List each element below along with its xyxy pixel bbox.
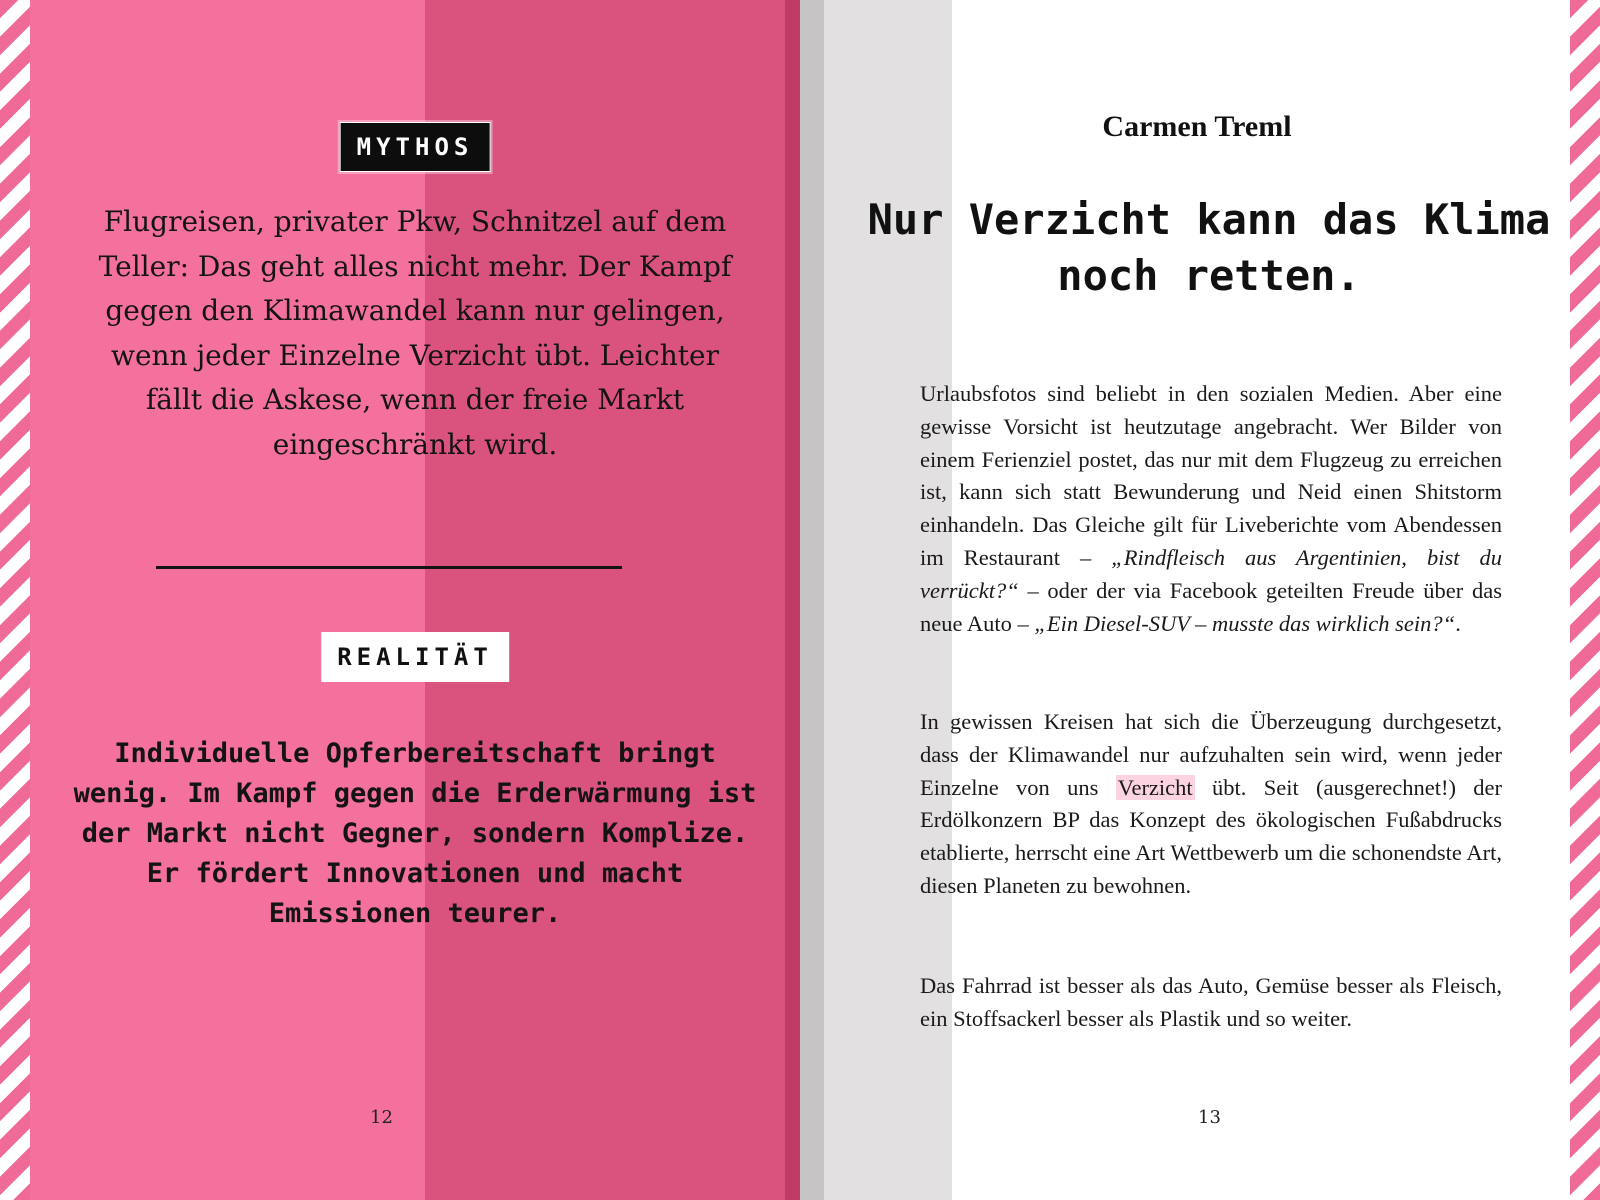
right-page xyxy=(824,0,1570,1200)
paragraph-1: Urlaubsfotos sind beliebt in den sozialen Medien. Aber eine gewisse Vorsicht ist heutzutage angebracht. Wer Bilder von einem Ferienziel postet, das nur mit dem Flugzeug zu erreichen ist, kann sich statt Bewunderung und Neid einen Shitstorm einhandeln. Das Gleiche gilt für Liveberichte vom Abendessen im Restaurant – „Rindfleisch aus Argentinien, bist du verrückt?“ – oder der via Facebook geteilten Freude über das neue Auto – „Ein Diesel-SUV – musste das wirklich sein?“. xyxy=(920,381,1502,636)
highlighted-word: Verzicht xyxy=(1117,774,1193,800)
quote-rindfleisch: „Rindfleisch aus Argentinien, bist du verrückt?“ xyxy=(920,544,1502,603)
mythos-label: MYTHOS xyxy=(340,122,491,172)
decorative-stripe-right xyxy=(1570,0,1600,1200)
author-name: Carmen Treml xyxy=(1102,110,1292,143)
page-number-left: 12 xyxy=(370,1107,393,1128)
paragraph-2: In gewissen Kreisen hat sich die Überzeugung durchgesetzt, dass der Klimawandel nur aufzuhalten sein wird, wenn jeder Einzelne von uns Verzicht übt. Seit (ausgerechnet!) der Erdölkonzern BP das Konzept des ökologischen Fußabdrucks etablierte, herrscht eine Art Wettbewerb um die schonendste Art, diesen Planeten zu bewohnen. xyxy=(920,709,1502,898)
divider xyxy=(156,566,622,569)
left-page xyxy=(30,0,800,1200)
realitaet-label: REALITÄT xyxy=(321,632,509,682)
book-gutter xyxy=(800,0,824,1200)
decorative-stripe-left xyxy=(0,0,30,1200)
paragraph-3: Das Fahrrad ist besser als das Auto, Gemüse besser als Fleisch, ein Stoffsackerl besser als Plastik und so weiter. xyxy=(920,973,1502,1031)
page-number-right: 13 xyxy=(1198,1107,1221,1128)
chapter-title: Nur Verzicht kann das Klima noch retten. xyxy=(867,195,1551,300)
realitaet-text: Individuelle Opferbereitschaft bringt wenig. Im Kampf gegen die Erderwärmung ist der Markt nicht Gegner, sondern Komplize. Er fördert Innovationen und macht Emissionen teurer. xyxy=(73,738,757,929)
quote-diesel-suv: „Ein Diesel-SUV – musste das wirklich sein?“ xyxy=(1034,610,1456,636)
mythos-text: Flugreisen, privater Pkw, Schnitzel auf dem Teller: Das geht alles nicht mehr. Der Kampf gegen den Klimawandel kann nur gelingen, wenn jeder Einzelne Verzicht übt. Leichter fällt die Askese, wenn der freie Markt eingeschränkt wird. xyxy=(98,205,732,461)
